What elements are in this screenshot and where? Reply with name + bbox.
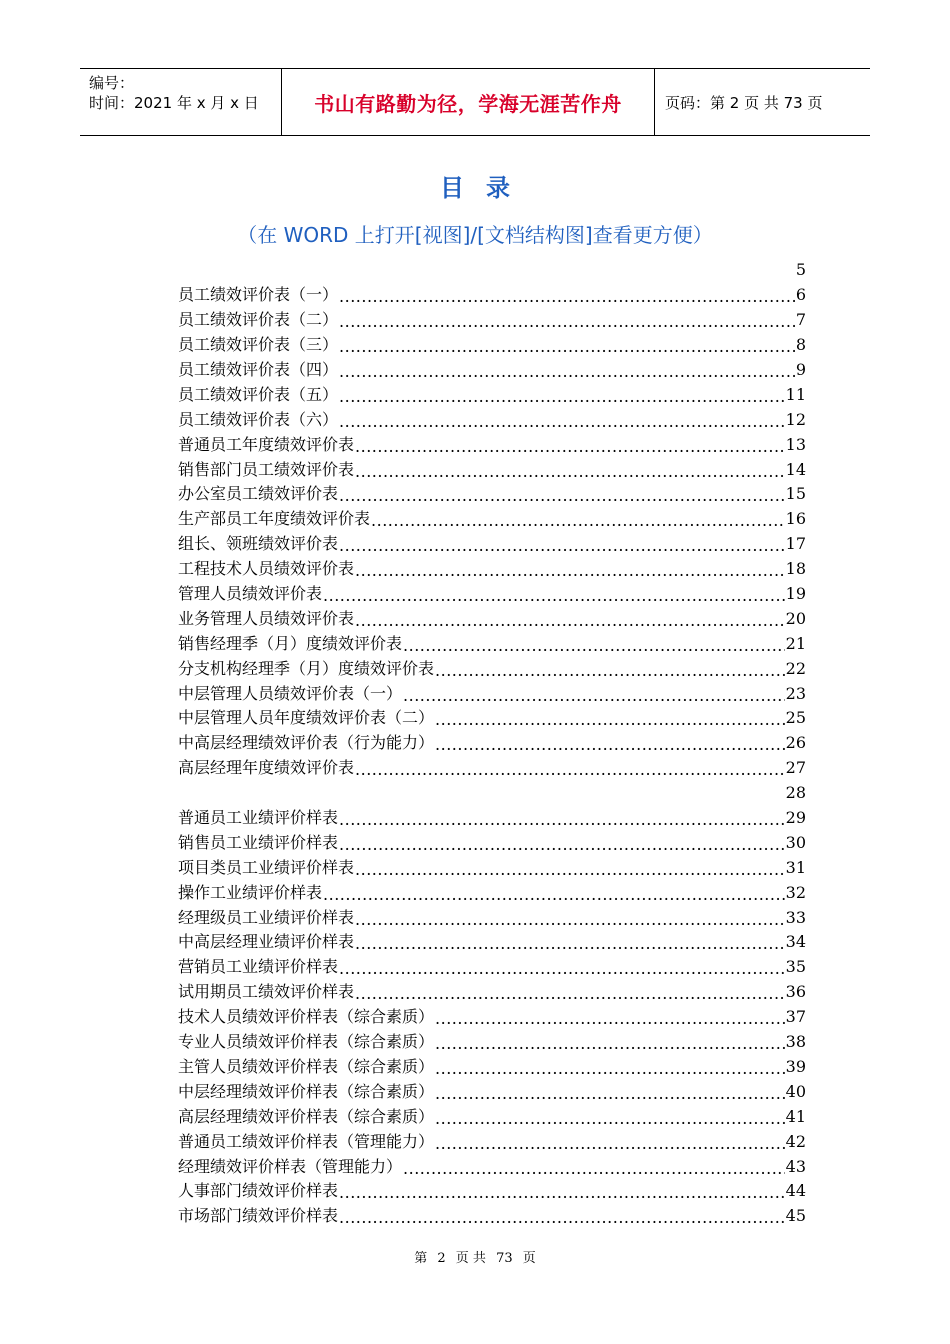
toc-entry-page: 35 <box>785 957 806 977</box>
toc-entry-page: 19 <box>785 584 806 604</box>
toc-entry[interactable] <box>178 830 806 855</box>
toc-entry-label: 高层经理绩效评价样表（综合素质） <box>178 1106 435 1126</box>
toc-entry[interactable] <box>178 1030 806 1055</box>
toc-dot-leader <box>355 458 785 482</box>
toc-entry-page: 44 <box>785 1181 806 1201</box>
toc-entry-label: 专业人员绩效评价样表（综合素质） <box>178 1032 435 1052</box>
toc-entry-page: 13 <box>785 434 806 454</box>
toc-entry-page: 16 <box>785 509 806 529</box>
toc-dot-leader <box>435 1030 785 1054</box>
toc-entry-page: 9 <box>795 360 806 379</box>
header-page-cell <box>655 69 870 135</box>
toc-entry[interactable] <box>178 258 806 283</box>
toc-entry-page: 5 <box>795 260 806 280</box>
toc-dot-leader <box>435 1105 785 1129</box>
toc-entry-label: 普通员工年度绩效评价表 <box>178 434 355 454</box>
toc-dot-leader <box>355 930 785 954</box>
toc-entry-page: 14 <box>785 459 806 479</box>
toc-entry[interactable] <box>178 1204 806 1229</box>
toc-entry-label: 营销员工业绩评价样表 <box>178 957 339 977</box>
toc-entry-label: 市场部门绩效评价样表 <box>178 1206 339 1226</box>
header-meta-cell <box>80 69 282 135</box>
toc-entry[interactable] <box>178 706 806 731</box>
toc-entry-label: 高层经理年度绩效评价表 <box>178 758 355 778</box>
toc-entry-page: 25 <box>785 708 806 728</box>
toc-entry[interactable] <box>178 582 806 607</box>
toc-dot-leader <box>339 806 785 830</box>
toc-dot-leader <box>339 358 795 382</box>
toc-entry-page: 39 <box>785 1056 806 1076</box>
page-footer <box>0 1247 950 1266</box>
toc-entry-label: 员工绩效评价表（四） <box>178 360 339 379</box>
toc-entry-page: 38 <box>785 1032 806 1052</box>
toc-entry-label: 员工绩效评价表（三） <box>178 335 339 355</box>
toc-entry[interactable] <box>178 1129 806 1154</box>
footer-page-prefix: 第 <box>414 1251 428 1266</box>
toc-entry-page: 12 <box>785 409 806 429</box>
toc-entry[interactable] <box>178 806 806 831</box>
toc-dot-leader <box>339 333 795 357</box>
toc-entry[interactable] <box>178 880 806 905</box>
toc-dot-leader <box>339 383 785 407</box>
toc-dot-leader <box>371 507 785 531</box>
toc-entry-page: 7 <box>795 310 806 330</box>
toc-entry-label: 生产部员工年度绩效评价表 <box>178 509 371 529</box>
toc-entry[interactable] <box>178 781 806 806</box>
footer-page-total: 73 <box>496 1251 513 1266</box>
toc-entry-label: 项目类员工业绩评价样表 <box>178 857 355 877</box>
toc-entry-page: 34 <box>785 932 806 952</box>
toc-entry[interactable] <box>178 1179 806 1204</box>
toc-entry[interactable] <box>178 731 806 756</box>
toc-entry-page: 21 <box>785 633 806 653</box>
toc-entry-label: 员工绩效评价表（一） <box>178 285 339 305</box>
toc-entry-page: 37 <box>785 1007 806 1027</box>
toc-entry-label: 技术人员绩效评价样表（综合素质） <box>178 1007 435 1027</box>
toc-entry-page: 22 <box>785 658 806 678</box>
toc-entry[interactable] <box>178 358 806 383</box>
toc-entry-page: 30 <box>785 832 806 852</box>
toc-dot-leader <box>435 731 785 755</box>
toc-entry[interactable] <box>178 631 806 656</box>
toc-entry-page: 29 <box>785 808 806 828</box>
toc-entry-page: 17 <box>785 534 806 554</box>
toc-dot-leader <box>403 632 785 656</box>
toc-entry[interactable] <box>178 283 806 308</box>
toc-entry-page: 33 <box>785 907 806 927</box>
document-header <box>80 68 870 136</box>
toc-entry[interactable] <box>178 308 806 333</box>
toc-entry-page: 27 <box>785 758 806 778</box>
toc-entry[interactable] <box>178 333 806 358</box>
toc-entry[interactable] <box>178 1079 806 1104</box>
toc-entry[interactable] <box>178 507 806 532</box>
toc-entry-page: 40 <box>785 1081 806 1101</box>
toc-entry-label: 员工绩效评价表（五） <box>178 384 339 404</box>
toc-dot-leader <box>355 607 785 631</box>
toc-dot-leader <box>355 756 785 780</box>
toc-dot-leader <box>339 831 785 855</box>
toc-dot-leader <box>339 1179 785 1203</box>
toc-dot-leader <box>355 557 785 581</box>
toc-entry[interactable] <box>178 457 806 482</box>
toc-entry[interactable] <box>178 382 806 407</box>
toc-entry-page: 31 <box>785 857 806 877</box>
toc-dot-leader <box>323 881 785 905</box>
toc-entry-label: 工程技术人员绩效评价表 <box>178 559 355 579</box>
footer-page-mid: 页 共 <box>455 1251 486 1266</box>
table-of-contents <box>178 258 806 1229</box>
toc-entry-page: 43 <box>785 1156 806 1176</box>
toc-entry[interactable] <box>178 407 806 432</box>
toc-dot-leader <box>339 308 795 332</box>
toc-dot-leader <box>435 1130 785 1154</box>
toc-entry-page: 28 <box>785 783 806 803</box>
toc-entry-page: 41 <box>785 1106 806 1126</box>
toc-dot-leader <box>435 1005 785 1029</box>
toc-entry[interactable] <box>178 1005 806 1030</box>
toc-entry[interactable] <box>178 855 806 880</box>
footer-page-suffix: 页 <box>522 1251 536 1266</box>
toc-entry-page: 20 <box>785 608 806 628</box>
toc-entry[interactable] <box>178 1055 806 1080</box>
toc-entry-label: 试用期员工绩效评价样表 <box>178 982 355 1002</box>
toc-dot-leader <box>339 408 785 432</box>
toc-entry-label: 经理绩效评价样表（管理能力） <box>178 1156 403 1176</box>
toc-dot-leader <box>339 283 795 307</box>
toc-dot-leader <box>355 856 785 880</box>
toc-entry-label: 普通员工绩效评价样表（管理能力） <box>178 1131 435 1151</box>
toc-entry-label: 操作工业绩评价样表 <box>178 882 323 902</box>
toc-entry-page: 45 <box>785 1206 806 1226</box>
toc-dot-leader <box>339 482 785 506</box>
toc-entry-label: 中高层经理业绩评价样表 <box>178 932 355 952</box>
toc-entry-label: 员工绩效评价表（六） <box>178 409 339 429</box>
toc-entry-page: 32 <box>785 882 806 902</box>
toc-entry[interactable] <box>178 1104 806 1129</box>
toc-entry-page: 15 <box>785 484 806 504</box>
toc-dot-leader <box>339 1204 785 1228</box>
toc-entry[interactable] <box>178 955 806 980</box>
toc-dot-leader <box>355 906 785 930</box>
footer-page-current: 2 <box>437 1251 446 1266</box>
toc-entry[interactable] <box>178 557 806 582</box>
toc-entry-label: 管理人员绩效评价表 <box>178 584 323 604</box>
toc-entry-label: 主管人员绩效评价样表（综合素质） <box>178 1056 435 1076</box>
toc-entry-page: 26 <box>785 733 806 753</box>
toc-entry[interactable] <box>178 482 806 507</box>
toc-entry-page: 8 <box>795 335 806 355</box>
toc-entry[interactable] <box>178 1154 806 1179</box>
toc-entry-label: 销售员工业绩评价样表 <box>178 832 339 852</box>
toc-entry-label: 中层管理人员年度绩效评价表（二） <box>178 708 435 728</box>
header-slogan: 书山有路勤为径，学海无涯苦作舟 <box>314 91 622 116</box>
toc-entry[interactable] <box>178 980 806 1005</box>
header-page-info: 页码：第 2 页 共 73 页 <box>665 93 823 112</box>
toc-entry-page: 6 <box>795 285 806 305</box>
document-number-label: 编号： <box>89 74 135 92</box>
toc-entry-page: 23 <box>785 683 806 703</box>
toc-entry-label: 中层经理绩效评价样表（综合素质） <box>178 1081 435 1101</box>
toc-entry[interactable] <box>178 756 806 781</box>
toc-subtitle: （在 WORD 上打开[视图]/[文档结构图]查看更方便） <box>237 223 713 247</box>
toc-entry[interactable] <box>178 432 806 457</box>
toc-dot-leader <box>435 1055 785 1079</box>
document-time-label: 时间：2021 年 x 月 x 日 <box>89 94 259 112</box>
toc-title: 目录 <box>440 174 532 202</box>
toc-entry-label: 经理级员工业绩评价样表 <box>178 907 355 927</box>
toc-entry-page: 18 <box>785 559 806 579</box>
toc-entry-label: 中层管理人员绩效评价表（一） <box>178 683 403 703</box>
toc-entry[interactable] <box>178 681 806 706</box>
toc-entry-label: 中高层经理绩效评价表（行为能力） <box>178 733 435 753</box>
toc-entry-page: 36 <box>785 982 806 1002</box>
toc-entry-label: 员工绩效评价表（二） <box>178 310 339 330</box>
toc-entry[interactable] <box>178 656 806 681</box>
toc-dot-leader <box>403 682 785 706</box>
toc-entry[interactable] <box>178 532 806 557</box>
toc-dot-leader <box>339 955 785 979</box>
toc-entry-page: 11 <box>785 384 806 404</box>
toc-entry-label: 分支机构经理季（月）度绩效评价表 <box>178 658 435 678</box>
toc-entry[interactable] <box>178 930 806 955</box>
header-slogan-cell <box>282 69 655 135</box>
toc-entry[interactable] <box>178 905 806 930</box>
toc-entry-label: 普通员工业绩评价样表 <box>178 808 339 828</box>
toc-entry-label: 销售部门员工绩效评价表 <box>178 459 355 479</box>
toc-dot-leader <box>435 657 785 681</box>
toc-entry[interactable] <box>178 606 806 631</box>
toc-dot-leader <box>435 706 785 730</box>
toc-dot-leader <box>403 1155 785 1179</box>
toc-dot-leader <box>355 433 785 457</box>
toc-dot-leader <box>323 582 785 606</box>
toc-entry-label: 组长、领班绩效评价表 <box>178 534 339 554</box>
toc-entry-label: 办公室员工绩效评价表 <box>178 484 339 504</box>
toc-dot-leader <box>339 532 785 556</box>
toc-entry-label: 人事部门绩效评价样表 <box>178 1181 339 1201</box>
toc-entry-page: 42 <box>785 1131 806 1151</box>
toc-entry-label: 销售经理季（月）度绩效评价表 <box>178 633 403 653</box>
toc-entry-label: 业务管理人员绩效评价表 <box>178 608 355 628</box>
toc-dot-leader <box>355 980 785 1004</box>
toc-dot-leader <box>435 1080 785 1104</box>
